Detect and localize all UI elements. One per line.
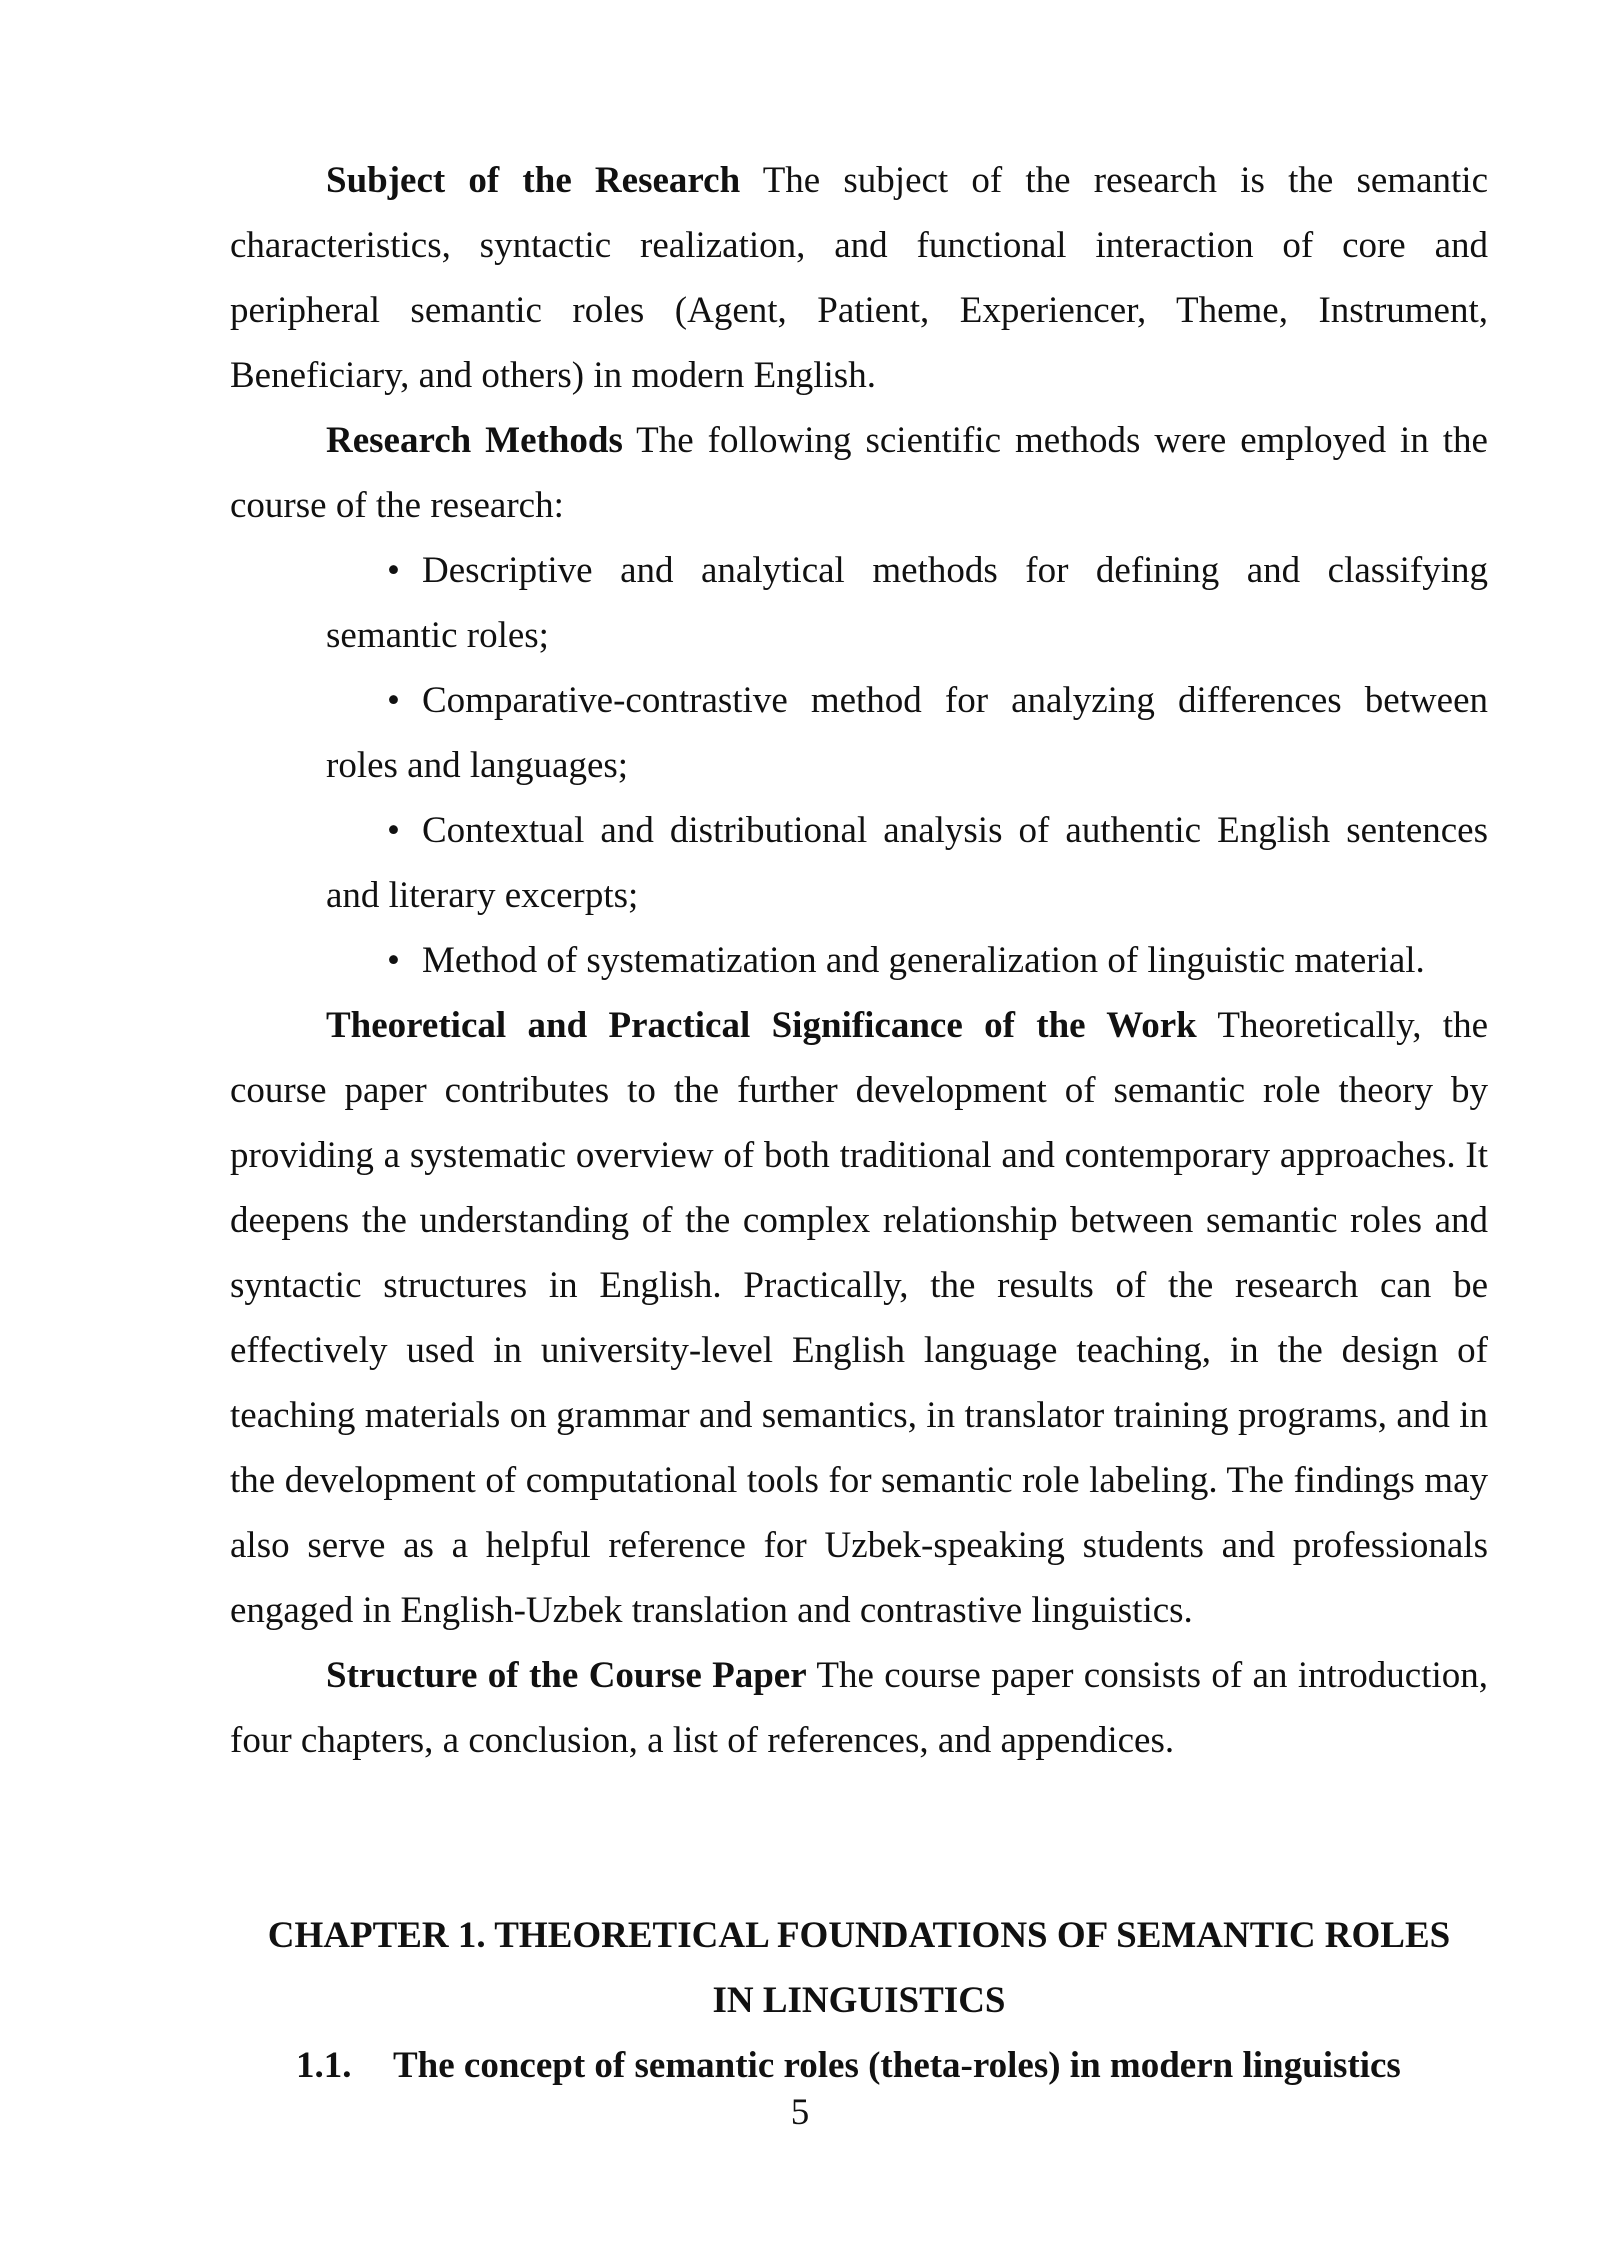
page-content [230, 148, 1488, 2098]
methods-heading: Research Methods [326, 420, 623, 461]
page-number: 5 [790, 2092, 810, 2133]
chapter-title [230, 1903, 1488, 2033]
significance-paragraph [230, 993, 1488, 1643]
list-item-text: Contextual and distributional analysis of authentic English sentences and literary excerpts; [326, 810, 1488, 916]
methods-paragraph [230, 408, 1488, 538]
chapter-title-line-1: CHAPTER 1. THEORETICAL FOUNDATIONS OF SEMANTIC ROLES [267, 1915, 1451, 1956]
methods-text: The following scientific methods were employed in the course of the research: [230, 420, 1488, 526]
structure-paragraph [230, 1643, 1488, 1773]
chapter-title-line-2: IN LINGUISTICS [712, 1980, 1006, 2021]
list-item: • Descriptive and analytical methods for defining and classifying semantic roles; [326, 550, 1488, 656]
significance-heading: Theoretical and Practical Significance of the Work [326, 1005, 1197, 1046]
significance-text: Theoretically, the course paper contributes to the further development of semantic role theory by providing a systematic overview of both traditional and contemporary approaches. It deepens the understanding of the complex relationship between semantic roles and syntactic structures in English. Practically, the results of the research can be effectively used in university-level English language teaching, in the design of teaching materials on grammar and semantics, in translator training programs, and in the development of computational tools for semantic role labeling. The findings may also serve as a helpful reference for Uzbek-speaking students and professionals engaged in English-Uzbek translation and contrastive linguistics. [230, 1005, 1488, 1631]
section-title: The concept of semantic roles (theta-roles) in modern linguistics [393, 2045, 1401, 2086]
subject-paragraph [230, 148, 1488, 408]
subject-heading: Subject of the Research [326, 160, 741, 201]
list-item: • Comparative-contrastive method for analyzing differences between roles and languages; [326, 680, 1488, 786]
list-item: • Method of systematization and generalization of linguistic material. [387, 940, 1425, 981]
methods-list [230, 538, 1488, 993]
section-number: 1.1. [296, 2045, 352, 2086]
section-gap [230, 1773, 1488, 1903]
list-item-text: Comparative-contrastive method for analyzing differences between roles and languages; [326, 680, 1488, 786]
subject-text: The subject of the research is the semantic characteristics, syntactic realization, and functional interaction of core and peripheral semantic roles (Agent, Patient, Experiencer, Theme, Instrument, Beneficiary, and others) in modern English. [230, 160, 1488, 396]
list-item: • Contextual and distributional analysis of authentic English sentences and literary excerpts; [326, 810, 1488, 916]
structure-text: The course paper consists of an introduction, four chapters, a conclusion, a list of references, and appendices. [230, 1655, 1488, 1761]
structure-heading: Structure of the Course Paper [326, 1655, 807, 1696]
list-item-text: Descriptive and analytical methods for defining and classifying semantic roles; [326, 550, 1488, 656]
list-item-text: Method of systematization and generalization of linguistic material. [422, 940, 1425, 981]
